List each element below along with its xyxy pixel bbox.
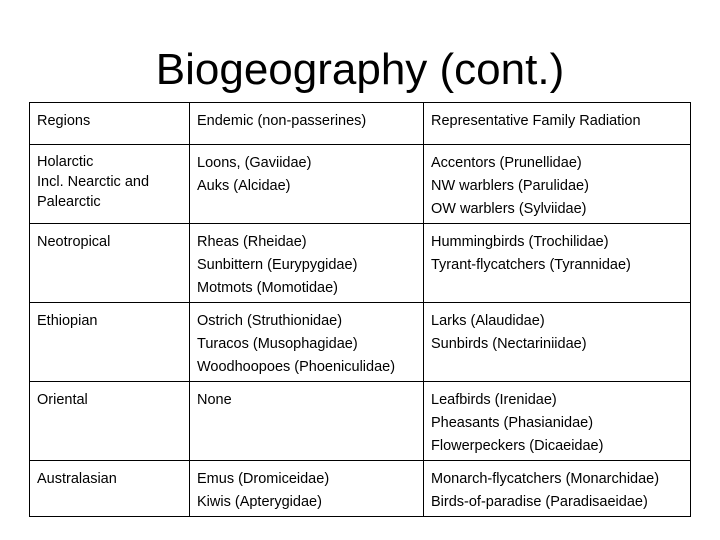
header-row	[30, 103, 691, 145]
region-cell: Holarctic Incl. Nearctic and Palearctic	[30, 145, 190, 224]
header-endemic: Endemic (non-passerines)	[190, 103, 424, 145]
table-row	[30, 382, 691, 461]
radiation-cell: Accentors (Prunellidae) NW warblers (Parulidae) OW warblers (Sylviidae)	[424, 145, 691, 224]
header-radiation: Representative Family Radiation	[424, 103, 691, 145]
radiation-cell: Monarch-flycatchers (Monarchidae) Birds-of-paradise (Paradisaeidae)	[424, 461, 691, 517]
endemic-cell: Emus (Dromiceidae) Kiwis (Apterygidae)	[190, 461, 424, 517]
endemic-cell: Rheas (Rheidae) Sunbittern (Eurypygidae) Motmots (Momotidae)	[190, 224, 424, 303]
header-regions: Regions	[30, 103, 190, 145]
table-row	[30, 224, 691, 303]
region-cell: Ethiopian	[30, 303, 190, 382]
endemic-cell: None	[190, 382, 424, 461]
table-row	[30, 303, 691, 382]
biogeography-table	[29, 102, 691, 517]
region-cell: Neotropical	[30, 224, 190, 303]
slide-title: Biogeography (cont.)	[155, 45, 565, 94]
radiation-cell: Hummingbirds (Trochilidae) Tyrant-flycatchers (Tyrannidae)	[424, 224, 691, 303]
endemic-cell: Ostrich (Struthionidae) Turacos (Musophagidae) Woodhoopoes (Phoeniculidae)	[190, 303, 424, 382]
region-cell: Australasian	[30, 461, 190, 517]
endemic-cell: Loons, (Gaviidae) Auks (Alcidae)	[190, 145, 424, 224]
table-row	[30, 461, 691, 517]
table-row	[30, 145, 691, 224]
region-cell: Oriental	[30, 382, 190, 461]
radiation-cell: Leafbirds (Irenidae) Pheasants (Phasianidae) Flowerpeckers (Dicaeidae)	[424, 382, 691, 461]
radiation-cell: Larks (Alaudidae) Sunbirds (Nectariniidae)	[424, 303, 691, 382]
